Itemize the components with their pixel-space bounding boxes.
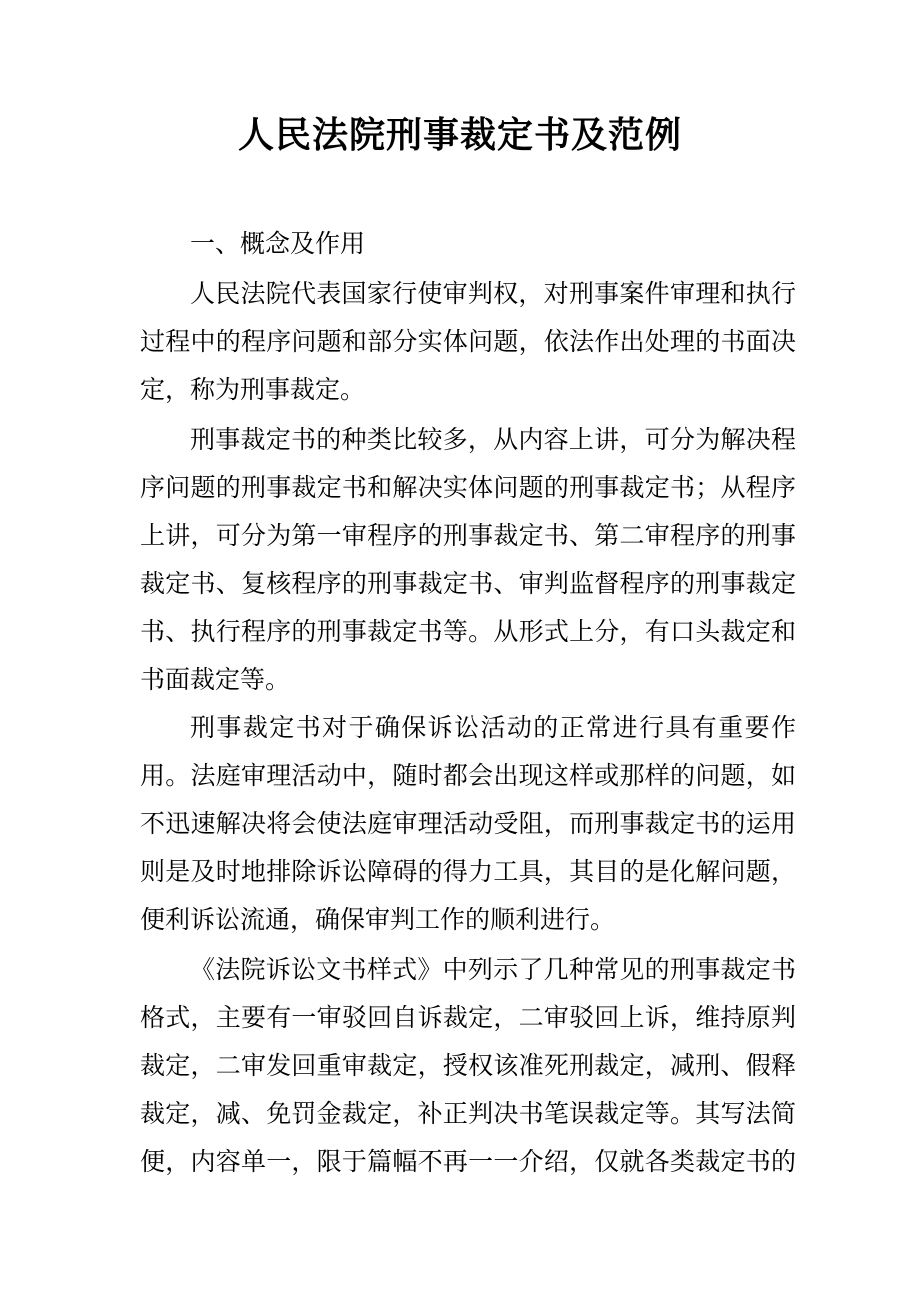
paragraph-line: 过程中的程序问题和部分实体问题，依法作出处理的书面决 xyxy=(140,327,796,356)
paragraph-line: 序问题的刑事裁定书和解决实体问题的刑事裁定书；从程序 xyxy=(140,473,796,502)
paragraph-line: 裁定书、复核程序的刑事裁定书、审判监督程序的刑事裁定 xyxy=(140,569,796,598)
document-title: 人民法院刑事裁定书及范例 xyxy=(237,115,682,156)
paragraph-line: 人民法院代表国家行使审判权，对刑事案件审理和执行 xyxy=(190,279,796,308)
paragraph-line: 刑事裁定书的种类比较多，从内容上讲，可分为解决程 xyxy=(190,425,796,454)
paragraph-line: 便利诉讼流通，确保审判工作的顺利进行。 xyxy=(140,905,616,934)
paragraph-line: 《法院诉讼文书样式》中列示了几种常见的刑事裁定书 xyxy=(190,955,796,984)
paragraph-line: 则是及时地排除诉讼障碍的得力工具，其目的是化解问题， xyxy=(140,857,796,886)
section-heading: 一、概念及作用 xyxy=(190,229,366,258)
paragraph-line: 不迅速解决将会使法庭审理活动受阻，而刑事裁定书的运用 xyxy=(140,809,796,838)
paragraph-line: 书面裁定等。 xyxy=(140,665,291,694)
paragraph-line: 刑事裁定书对于确保诉讼活动的正常进行具有重要作 xyxy=(190,713,796,742)
paragraph-line: 裁定，二审发回重审裁定，授权该准死刑裁定，减刑、假释 xyxy=(140,1051,796,1080)
paragraph-line: 用。法庭审理活动中，随时都会出现这样或那样的问题，如 xyxy=(140,761,796,790)
paragraph-line: 便，内容单一，限于篇幅不再一一介绍，仅就各类裁定书的 xyxy=(140,1147,796,1176)
paragraph-line: 定，称为刑事裁定。 xyxy=(140,375,366,404)
paragraph-line: 裁定，减、免罚金裁定，补正判决书笔误裁定等。其写法简 xyxy=(140,1099,796,1128)
paragraph-line: 格式，主要有一审驳回自诉裁定，二审驳回上诉，维持原判 xyxy=(140,1003,796,1032)
paragraph-line: 书、执行程序的刑事裁定书等。从形式上分，有口头裁定和 xyxy=(140,617,796,646)
paragraph-line: 上讲，可分为第一审程序的刑事裁定书、第二审程序的刑事 xyxy=(140,521,796,550)
